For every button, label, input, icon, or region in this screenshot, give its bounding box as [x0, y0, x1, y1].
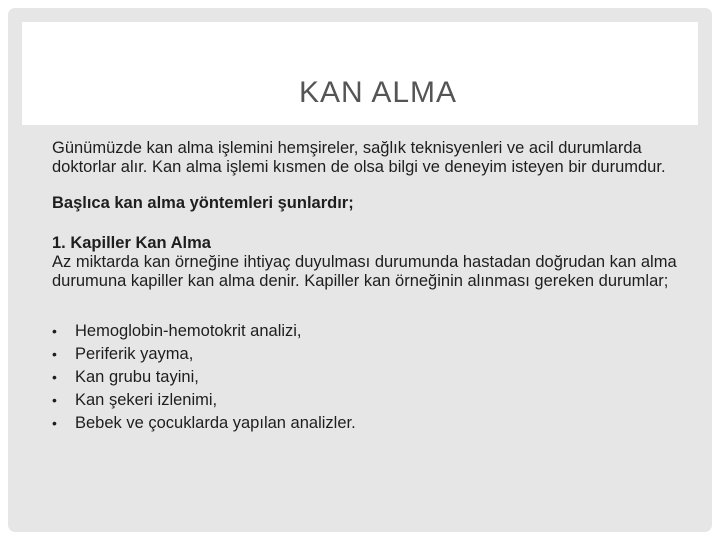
list-item-text: Kan şekeri izlenimi, [75, 391, 218, 409]
list-item-text: Kan grubu tayini, [75, 368, 199, 386]
intro-paragraph: Günümüzde kan alma işlemini hemşireler, sağlık teknisyenleri ve acil durumlarda doktorlar alır. Kan alma işlemi kısmen de olsa bilgi ve deneyim isteyen bir durumdur. [52, 139, 666, 176]
bullet-list [52, 320, 682, 435]
list-item-text: Bebek ve çocuklarda yapılan analizler. [75, 414, 356, 432]
bullet-icon: • [52, 369, 57, 385]
list-item [52, 389, 682, 412]
section-heading: 1. Kapiller Kan Alma [52, 234, 211, 252]
methods-heading: Başlıca kan alma yöntemleri şunlardır; [52, 194, 354, 212]
section-text: Az miktarda kan örneğine ihtiyaç duyulması durumunda hastadan doğrudan kan alma durumuna kapiller kan alma denir. Kapiller kan örneğinin alınması gereken durumlar; [52, 253, 677, 290]
list-item [52, 320, 682, 343]
list-item [52, 412, 682, 435]
slide-content [52, 139, 682, 435]
bullet-icon: • [52, 415, 57, 431]
list-item [52, 366, 682, 389]
bullet-icon: • [52, 346, 57, 362]
list-item-text: Hemoglobin-hemotokrit analizi, [75, 322, 302, 340]
bullet-icon: • [52, 323, 57, 339]
title-box [22, 22, 698, 125]
slide-title: KAN ALMA [298, 76, 458, 109]
bullet-icon: • [52, 392, 57, 408]
list-item [52, 343, 682, 366]
list-item-text: Periferik yayma, [75, 345, 194, 363]
